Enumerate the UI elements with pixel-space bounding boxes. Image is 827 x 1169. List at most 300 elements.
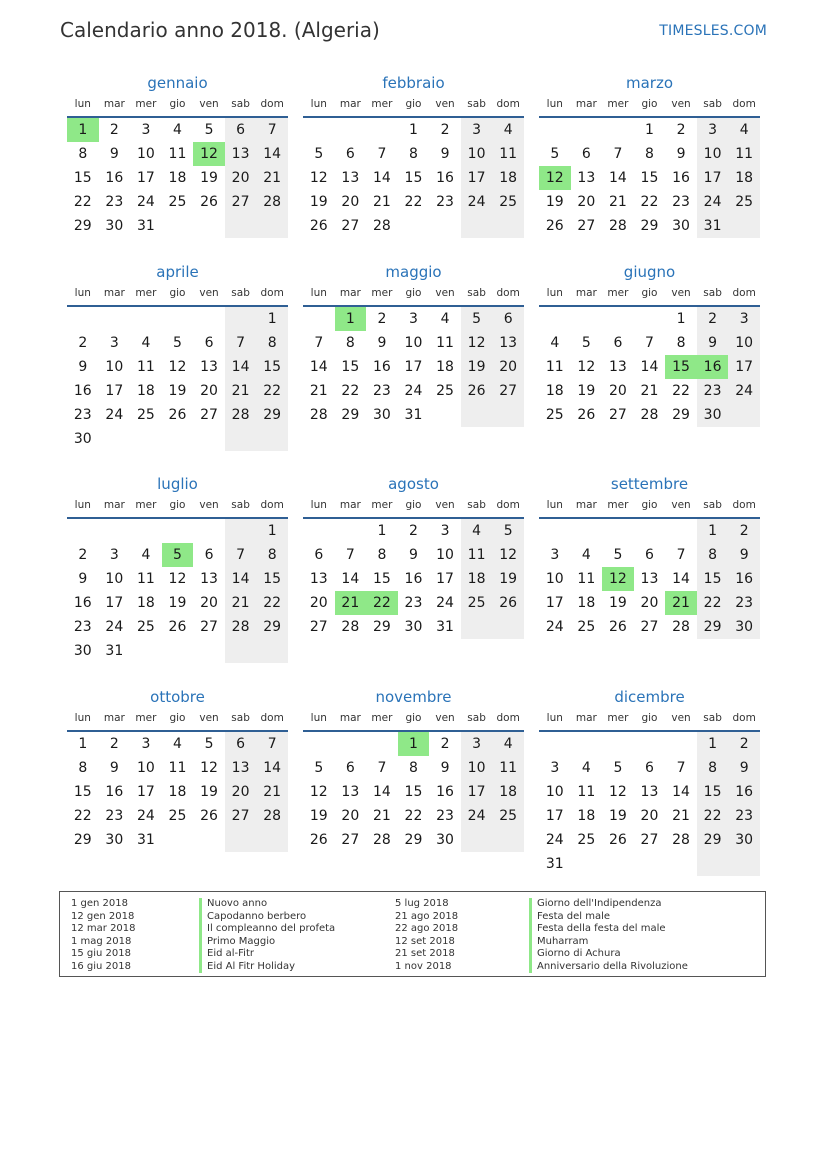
legend-holiday-name: Il compleanno del profeta — [199, 923, 335, 936]
weekday-label: gio — [641, 287, 658, 299]
day-cell: 25 — [168, 194, 187, 210]
day-cell: 13 — [341, 170, 360, 186]
legend-holiday-name: Giorno di Achura — [529, 948, 688, 961]
day-cell: 7 — [645, 335, 654, 351]
day-cell: 21 — [335, 591, 367, 615]
day-cell: 2 — [728, 732, 760, 756]
day-cell: 6 — [492, 307, 524, 331]
day-cell: 8 — [676, 335, 686, 351]
day-cell: 13 — [608, 359, 627, 375]
day-cell: 21 — [309, 383, 328, 399]
day-cell: 7 — [256, 118, 288, 142]
day-cell: 23 — [105, 194, 124, 210]
day-cell: 17 — [545, 808, 564, 824]
day-cell: 22 — [73, 808, 92, 824]
day-grid — [539, 732, 760, 876]
day-cell: 10 — [697, 142, 729, 166]
day-cell: 10 — [461, 142, 493, 166]
weekday-label: sab — [231, 98, 250, 110]
day-cell: 14 — [608, 170, 627, 186]
day-cell: 16 — [404, 571, 423, 587]
day-cell: 21 — [672, 808, 690, 824]
empty-cell — [225, 307, 257, 331]
day-cell: 3 — [141, 122, 151, 138]
day-cell: 19 — [545, 194, 564, 210]
empty-cell — [602, 852, 634, 876]
day-cell: 11 — [577, 571, 596, 587]
day-cell: 2 — [676, 122, 686, 138]
legend-holiday-name: Muharram — [529, 936, 688, 949]
day-cell: 14 — [256, 756, 288, 780]
weekday-label: dom — [496, 98, 520, 110]
day-cell: 15 — [256, 567, 288, 591]
day-cell: 22 — [256, 379, 288, 403]
weekday-header — [539, 495, 760, 515]
day-cell: 29 — [672, 407, 690, 423]
weekday-label: dom — [732, 287, 756, 299]
day-cell: 22 — [697, 591, 729, 615]
empty-cell — [130, 427, 162, 451]
day-cell: 27 — [200, 619, 218, 635]
day-cell: 3 — [409, 311, 418, 327]
day-cell: 22 — [73, 194, 92, 210]
day-cell: 3 — [109, 547, 119, 563]
weekday-label: mar — [575, 98, 597, 110]
day-cell: 27 — [225, 804, 257, 828]
weekday-label: dom — [732, 499, 756, 511]
weekday-label: gio — [169, 499, 186, 511]
day-cell: 23 — [697, 379, 729, 403]
empty-cell — [665, 852, 697, 876]
empty-cell — [256, 828, 288, 852]
day-cell: 20 — [309, 595, 328, 611]
day-cell: 13 — [200, 359, 218, 375]
day-cell: 27 — [640, 619, 659, 635]
day-cell: 16 — [105, 170, 124, 186]
day-cell: 9 — [728, 756, 760, 780]
day-cell: 11 — [436, 335, 454, 351]
day-cell: 23 — [404, 595, 423, 611]
day-cell: 4 — [492, 732, 524, 756]
day-cell: 31 — [545, 856, 564, 872]
day-cell: 12 — [539, 166, 571, 190]
weekday-label: ven — [671, 98, 691, 110]
weekday-label: lun — [310, 98, 327, 110]
day-cell: 6 — [225, 732, 257, 756]
weekday-label: mar — [575, 499, 597, 511]
day-grid — [67, 519, 288, 663]
weekday-label: mar — [339, 287, 361, 299]
day-cell: 21 — [640, 383, 659, 399]
day-cell: 7 — [345, 547, 355, 563]
day-cell: 19 — [309, 808, 328, 824]
weekday-label: sab — [703, 287, 722, 299]
day-cell: 7 — [377, 146, 387, 162]
day-cell: 30 — [105, 832, 124, 848]
day-cell: 1 — [697, 732, 729, 756]
day-cell: 11 — [136, 571, 155, 587]
day-cell: 22 — [366, 591, 398, 615]
weekday-label: mer — [371, 98, 393, 110]
day-cell: 3 — [109, 335, 119, 351]
day-cell: 3 — [697, 118, 729, 142]
day-cell: 20 — [225, 166, 257, 190]
month-giugno — [539, 261, 760, 427]
day-cell: 21 — [225, 591, 257, 615]
weekday-label: gio — [405, 287, 422, 299]
day-cell: 17 — [545, 595, 564, 611]
weekday-label: dom — [496, 499, 520, 511]
empty-cell — [571, 852, 603, 876]
empty-cell — [366, 732, 398, 756]
day-cell: 8 — [256, 543, 288, 567]
day-cell: 5 — [613, 760, 623, 776]
day-cell: 25 — [728, 190, 760, 214]
day-cell: 15 — [404, 784, 423, 800]
empty-cell — [728, 214, 760, 238]
empty-cell — [492, 214, 524, 238]
day-cell: 14 — [672, 784, 690, 800]
weekday-label: gio — [405, 712, 422, 724]
day-cell: 11 — [492, 756, 524, 780]
day-cell: 13 — [640, 784, 659, 800]
weekday-label: mer — [135, 712, 157, 724]
weekday-label: gio — [169, 98, 186, 110]
empty-cell — [461, 615, 493, 639]
day-cell: 31 — [436, 619, 454, 635]
day-cell: 20 — [200, 595, 218, 611]
day-cell: 24 — [461, 804, 493, 828]
day-cell: 1 — [78, 736, 88, 752]
day-cell: 17 — [697, 166, 729, 190]
day-cell: 6 — [204, 335, 214, 351]
weekday-label: mar — [103, 712, 125, 724]
weekday-header — [539, 94, 760, 114]
day-cell: 25 — [461, 591, 493, 615]
day-cell: 1 — [409, 122, 418, 138]
legend-date: 12 set 2018 — [395, 935, 455, 947]
day-cell: 15 — [640, 170, 659, 186]
empty-cell — [162, 214, 194, 238]
day-cell: 27 — [225, 190, 257, 214]
month-agosto — [303, 473, 524, 639]
day-cell: 11 — [168, 146, 187, 162]
empty-cell — [193, 307, 225, 331]
day-cell: 5 — [314, 146, 324, 162]
day-cell: 28 — [341, 619, 360, 635]
weekday-label: sab — [703, 712, 722, 724]
day-cell: 5 — [492, 519, 524, 543]
weekday-label: mar — [575, 712, 597, 724]
weekday-label: mer — [607, 98, 629, 110]
day-grid — [539, 519, 760, 639]
legend-date: 22 ago 2018 — [395, 923, 459, 934]
day-cell: 22 — [341, 383, 360, 399]
day-cell: 20 — [640, 808, 659, 824]
empty-cell — [571, 732, 603, 756]
weekday-label: lun — [310, 499, 327, 511]
empty-cell — [303, 118, 335, 142]
day-cell: 22 — [697, 804, 729, 828]
day-cell: 4 — [141, 335, 151, 351]
day-cell: 3 — [141, 736, 151, 752]
day-cell: 25 — [545, 407, 564, 423]
empty-cell — [728, 852, 760, 876]
day-cell: 24 — [461, 190, 493, 214]
weekday-header — [303, 94, 524, 114]
day-cell: 25 — [136, 619, 155, 635]
day-cell: 5 — [204, 122, 214, 138]
day-cell: 1 — [377, 523, 387, 539]
day-cell: 3 — [440, 523, 450, 539]
day-cell: 13 — [492, 331, 524, 355]
day-cell: 9 — [409, 547, 418, 563]
day-cell: 27 — [640, 832, 659, 848]
month-settembre — [539, 473, 760, 639]
day-cell: 26 — [492, 591, 524, 615]
day-cell: 4 — [440, 311, 450, 327]
day-cell: 29 — [341, 407, 360, 423]
day-cell: 7 — [377, 760, 387, 776]
day-cell: 5 — [613, 547, 623, 563]
day-cell: 20 — [200, 383, 218, 399]
day-cell: 19 — [577, 383, 596, 399]
empty-cell — [539, 732, 571, 756]
day-cell: 14 — [225, 355, 257, 379]
day-cell: 13 — [200, 571, 218, 587]
month-name: luglio — [157, 475, 198, 493]
day-cell: 30 — [436, 832, 454, 848]
weekday-header — [303, 708, 524, 728]
day-cell: 6 — [314, 547, 324, 563]
empty-cell — [303, 307, 335, 331]
day-cell: 29 — [256, 615, 288, 639]
day-cell: 10 — [105, 359, 124, 375]
empty-cell — [225, 427, 257, 451]
day-cell: 15 — [73, 170, 92, 186]
day-cell: 19 — [461, 355, 493, 379]
month-name: marzo — [625, 74, 674, 92]
month-febbraio — [303, 72, 524, 238]
day-cell: 5 — [461, 307, 493, 331]
legend-date: 12 gen 2018 — [71, 910, 135, 922]
day-cell: 21 — [372, 194, 391, 210]
day-grid — [67, 307, 288, 451]
day-cell: 27 — [341, 218, 360, 234]
day-cell: 9 — [109, 760, 119, 776]
day-cell: 29 — [697, 828, 729, 852]
day-cell: 5 — [314, 760, 324, 776]
weekday-label: dom — [732, 98, 756, 110]
day-cell: 10 — [105, 571, 124, 587]
day-cell: 29 — [256, 403, 288, 427]
day-cell: 6 — [345, 760, 355, 776]
day-cell: 28 — [608, 218, 627, 234]
day-cell: 27 — [341, 832, 360, 848]
weekday-label: lun — [546, 499, 563, 511]
weekday-label: mer — [135, 98, 157, 110]
weekday-label: dom — [260, 287, 284, 299]
day-cell: 22 — [256, 591, 288, 615]
day-cell: 29 — [640, 218, 659, 234]
month-name: ottobre — [150, 688, 205, 706]
day-cell: 18 — [168, 170, 187, 186]
day-cell: 7 — [613, 146, 623, 162]
day-cell: 19 — [200, 170, 218, 186]
day-cell: 18 — [168, 784, 187, 800]
weekday-label: ven — [435, 98, 455, 110]
day-cell: 16 — [436, 170, 454, 186]
weekday-label: dom — [496, 287, 520, 299]
day-cell: 4 — [461, 519, 493, 543]
day-cell: 14 — [225, 567, 257, 591]
day-cell: 7 — [256, 732, 288, 756]
day-cell: 30 — [728, 828, 760, 852]
day-cell: 1 — [256, 307, 288, 331]
day-cell: 23 — [436, 194, 454, 210]
weekday-header — [67, 495, 288, 515]
day-cell: 4 — [492, 118, 524, 142]
day-cell: 17 — [461, 166, 493, 190]
weekday-label: dom — [260, 98, 284, 110]
day-cell: 16 — [73, 383, 92, 399]
legend-date: 21 ago 2018 — [395, 910, 459, 922]
day-cell: 22 — [404, 194, 423, 210]
day-cell: 17 — [461, 780, 493, 804]
day-cell: 25 — [436, 383, 454, 399]
day-cell: 2 — [697, 307, 729, 331]
day-cell: 3 — [550, 547, 560, 563]
weekday-label: mar — [575, 287, 597, 299]
month-name: giugno — [623, 263, 676, 281]
day-cell: 23 — [728, 591, 760, 615]
brand-link[interactable]: TIMESLES.COM — [659, 23, 767, 39]
day-cell: 13 — [225, 142, 257, 166]
day-cell: 18 — [492, 166, 524, 190]
day-cell: 11 — [461, 543, 493, 567]
day-cell: 23 — [105, 808, 124, 824]
day-cell: 20 — [341, 808, 360, 824]
day-cell: 5 — [550, 146, 560, 162]
day-cell: 3 — [728, 307, 760, 331]
weekday-label: gio — [405, 98, 422, 110]
empty-cell — [461, 403, 493, 427]
empty-cell — [634, 519, 666, 543]
empty-cell — [256, 214, 288, 238]
day-cell: 28 — [309, 407, 328, 423]
day-cell: 26 — [577, 407, 596, 423]
day-cell: 24 — [105, 407, 124, 423]
day-cell: 7 — [314, 335, 324, 351]
day-cell: 26 — [200, 194, 218, 210]
weekday-label: ven — [199, 287, 219, 299]
day-cell: 2 — [728, 519, 760, 543]
day-cell: 8 — [345, 335, 355, 351]
day-cell: 26 — [309, 832, 328, 848]
day-cell: 25 — [492, 804, 524, 828]
weekday-header — [539, 708, 760, 728]
empty-cell — [429, 403, 461, 427]
empty-cell — [130, 519, 162, 543]
month-novembre — [303, 686, 524, 852]
month-name: maggio — [385, 263, 442, 281]
empty-cell — [571, 118, 603, 142]
day-cell: 12 — [200, 760, 218, 776]
empty-cell — [398, 214, 430, 238]
weekday-header — [67, 94, 288, 114]
empty-cell — [162, 307, 194, 331]
day-cell: 21 — [608, 194, 627, 210]
day-cell: 27 — [200, 407, 218, 423]
empty-cell — [193, 828, 225, 852]
empty-cell — [193, 214, 225, 238]
weekday-label: ven — [199, 712, 219, 724]
day-cell: 9 — [676, 146, 686, 162]
day-cell: 27 — [309, 619, 328, 635]
day-cell: 26 — [168, 619, 187, 635]
day-cell: 28 — [225, 403, 257, 427]
day-cell: 11 — [728, 142, 760, 166]
day-cell: 27 — [577, 218, 596, 234]
day-cell: 9 — [377, 335, 387, 351]
day-cell: 7 — [676, 760, 686, 776]
legend-holiday-name: Eid Al Fitr Holiday — [199, 961, 335, 974]
legend-holiday-name: Giorno dell'Indipendenza — [529, 898, 688, 911]
day-cell: 30 — [372, 407, 391, 423]
day-cell: 23 — [672, 194, 690, 210]
day-cell: 6 — [645, 547, 654, 563]
weekday-label: ven — [199, 98, 219, 110]
weekday-label: mer — [371, 499, 393, 511]
day-cell: 22 — [640, 194, 659, 210]
day-cell: 16 — [728, 780, 760, 804]
day-cell: 18 — [577, 595, 596, 611]
day-cell: 24 — [136, 808, 155, 824]
day-cell: 9 — [109, 146, 119, 162]
day-cell: 15 — [341, 359, 360, 375]
weekday-label: lun — [310, 287, 327, 299]
weekday-label: mar — [339, 98, 361, 110]
day-cell: 18 — [461, 567, 493, 591]
day-cell: 24 — [436, 595, 454, 611]
weekday-label: ven — [435, 287, 455, 299]
weekday-label: sab — [703, 98, 722, 110]
legend-date: 5 lug 2018 — [395, 898, 449, 909]
day-cell: 11 — [492, 142, 524, 166]
day-cell: 26 — [168, 407, 187, 423]
day-cell: 3 — [461, 118, 493, 142]
day-cell: 16 — [73, 595, 92, 611]
day-cell: 1 — [67, 118, 99, 142]
day-cell: 8 — [409, 760, 418, 776]
day-cell: 18 — [136, 595, 155, 611]
legend-date: 15 giu 2018 — [71, 948, 131, 959]
day-cell: 8 — [645, 146, 654, 162]
day-cell: 20 — [225, 780, 257, 804]
legend-holiday-name: Festa del male — [529, 911, 688, 924]
day-cell: 25 — [577, 832, 596, 848]
weekday-header — [303, 283, 524, 303]
day-cell: 4 — [728, 118, 760, 142]
day-cell: 10 — [545, 571, 564, 587]
day-cell: 6 — [204, 547, 214, 563]
month-dicembre — [539, 686, 760, 876]
day-cell: 29 — [697, 615, 729, 639]
weekday-label: dom — [260, 499, 284, 511]
day-cell: 6 — [613, 335, 623, 351]
day-cell: 29 — [73, 832, 92, 848]
weekday-label: ven — [435, 499, 455, 511]
